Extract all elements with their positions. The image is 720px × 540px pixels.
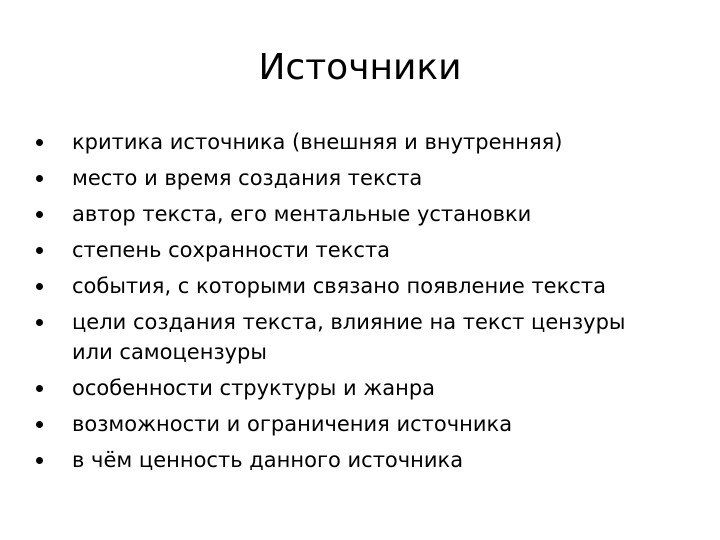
bullet-dot-icon <box>36 139 43 146</box>
list-item <box>36 409 696 439</box>
list-item-text: критика источника (внешняя и внутренняя) <box>72 130 563 154</box>
bullet-dot-icon <box>36 175 43 182</box>
list-item <box>36 127 696 157</box>
list-item <box>36 445 696 475</box>
bullet-dot-icon <box>36 247 43 254</box>
list-item-text: возможности и ограничения источника <box>72 412 513 436</box>
bullet-dot-icon <box>36 457 43 464</box>
list-item <box>36 163 696 193</box>
list-item <box>36 373 696 403</box>
bullet-dot-icon <box>36 385 43 392</box>
list-item-text: степень сохранности текста <box>72 238 391 262</box>
list-item <box>36 235 696 265</box>
list-item <box>36 271 696 301</box>
bullet-dot-icon <box>36 319 43 326</box>
bullet-dot-icon <box>36 283 43 290</box>
list-item-text: автор текста, его ментальные установки <box>72 202 532 226</box>
list-item-text: особенности структуры и жанра <box>72 376 436 400</box>
list-item <box>36 307 632 367</box>
list-item-text: место и время создания текста <box>72 166 423 190</box>
list-item-text: цели создания текста, влияние на текст цензуры или самоцензуры <box>72 310 626 364</box>
slide-title: Источники <box>258 47 462 88</box>
list-item-text: в чём ценность данного источника <box>72 448 464 472</box>
list-item-text: события, с которыми связано появление текста <box>72 274 606 298</box>
bullet-list <box>36 127 696 481</box>
bullet-dot-icon <box>36 211 43 218</box>
bullet-dot-icon <box>36 421 43 428</box>
list-item <box>36 199 696 229</box>
